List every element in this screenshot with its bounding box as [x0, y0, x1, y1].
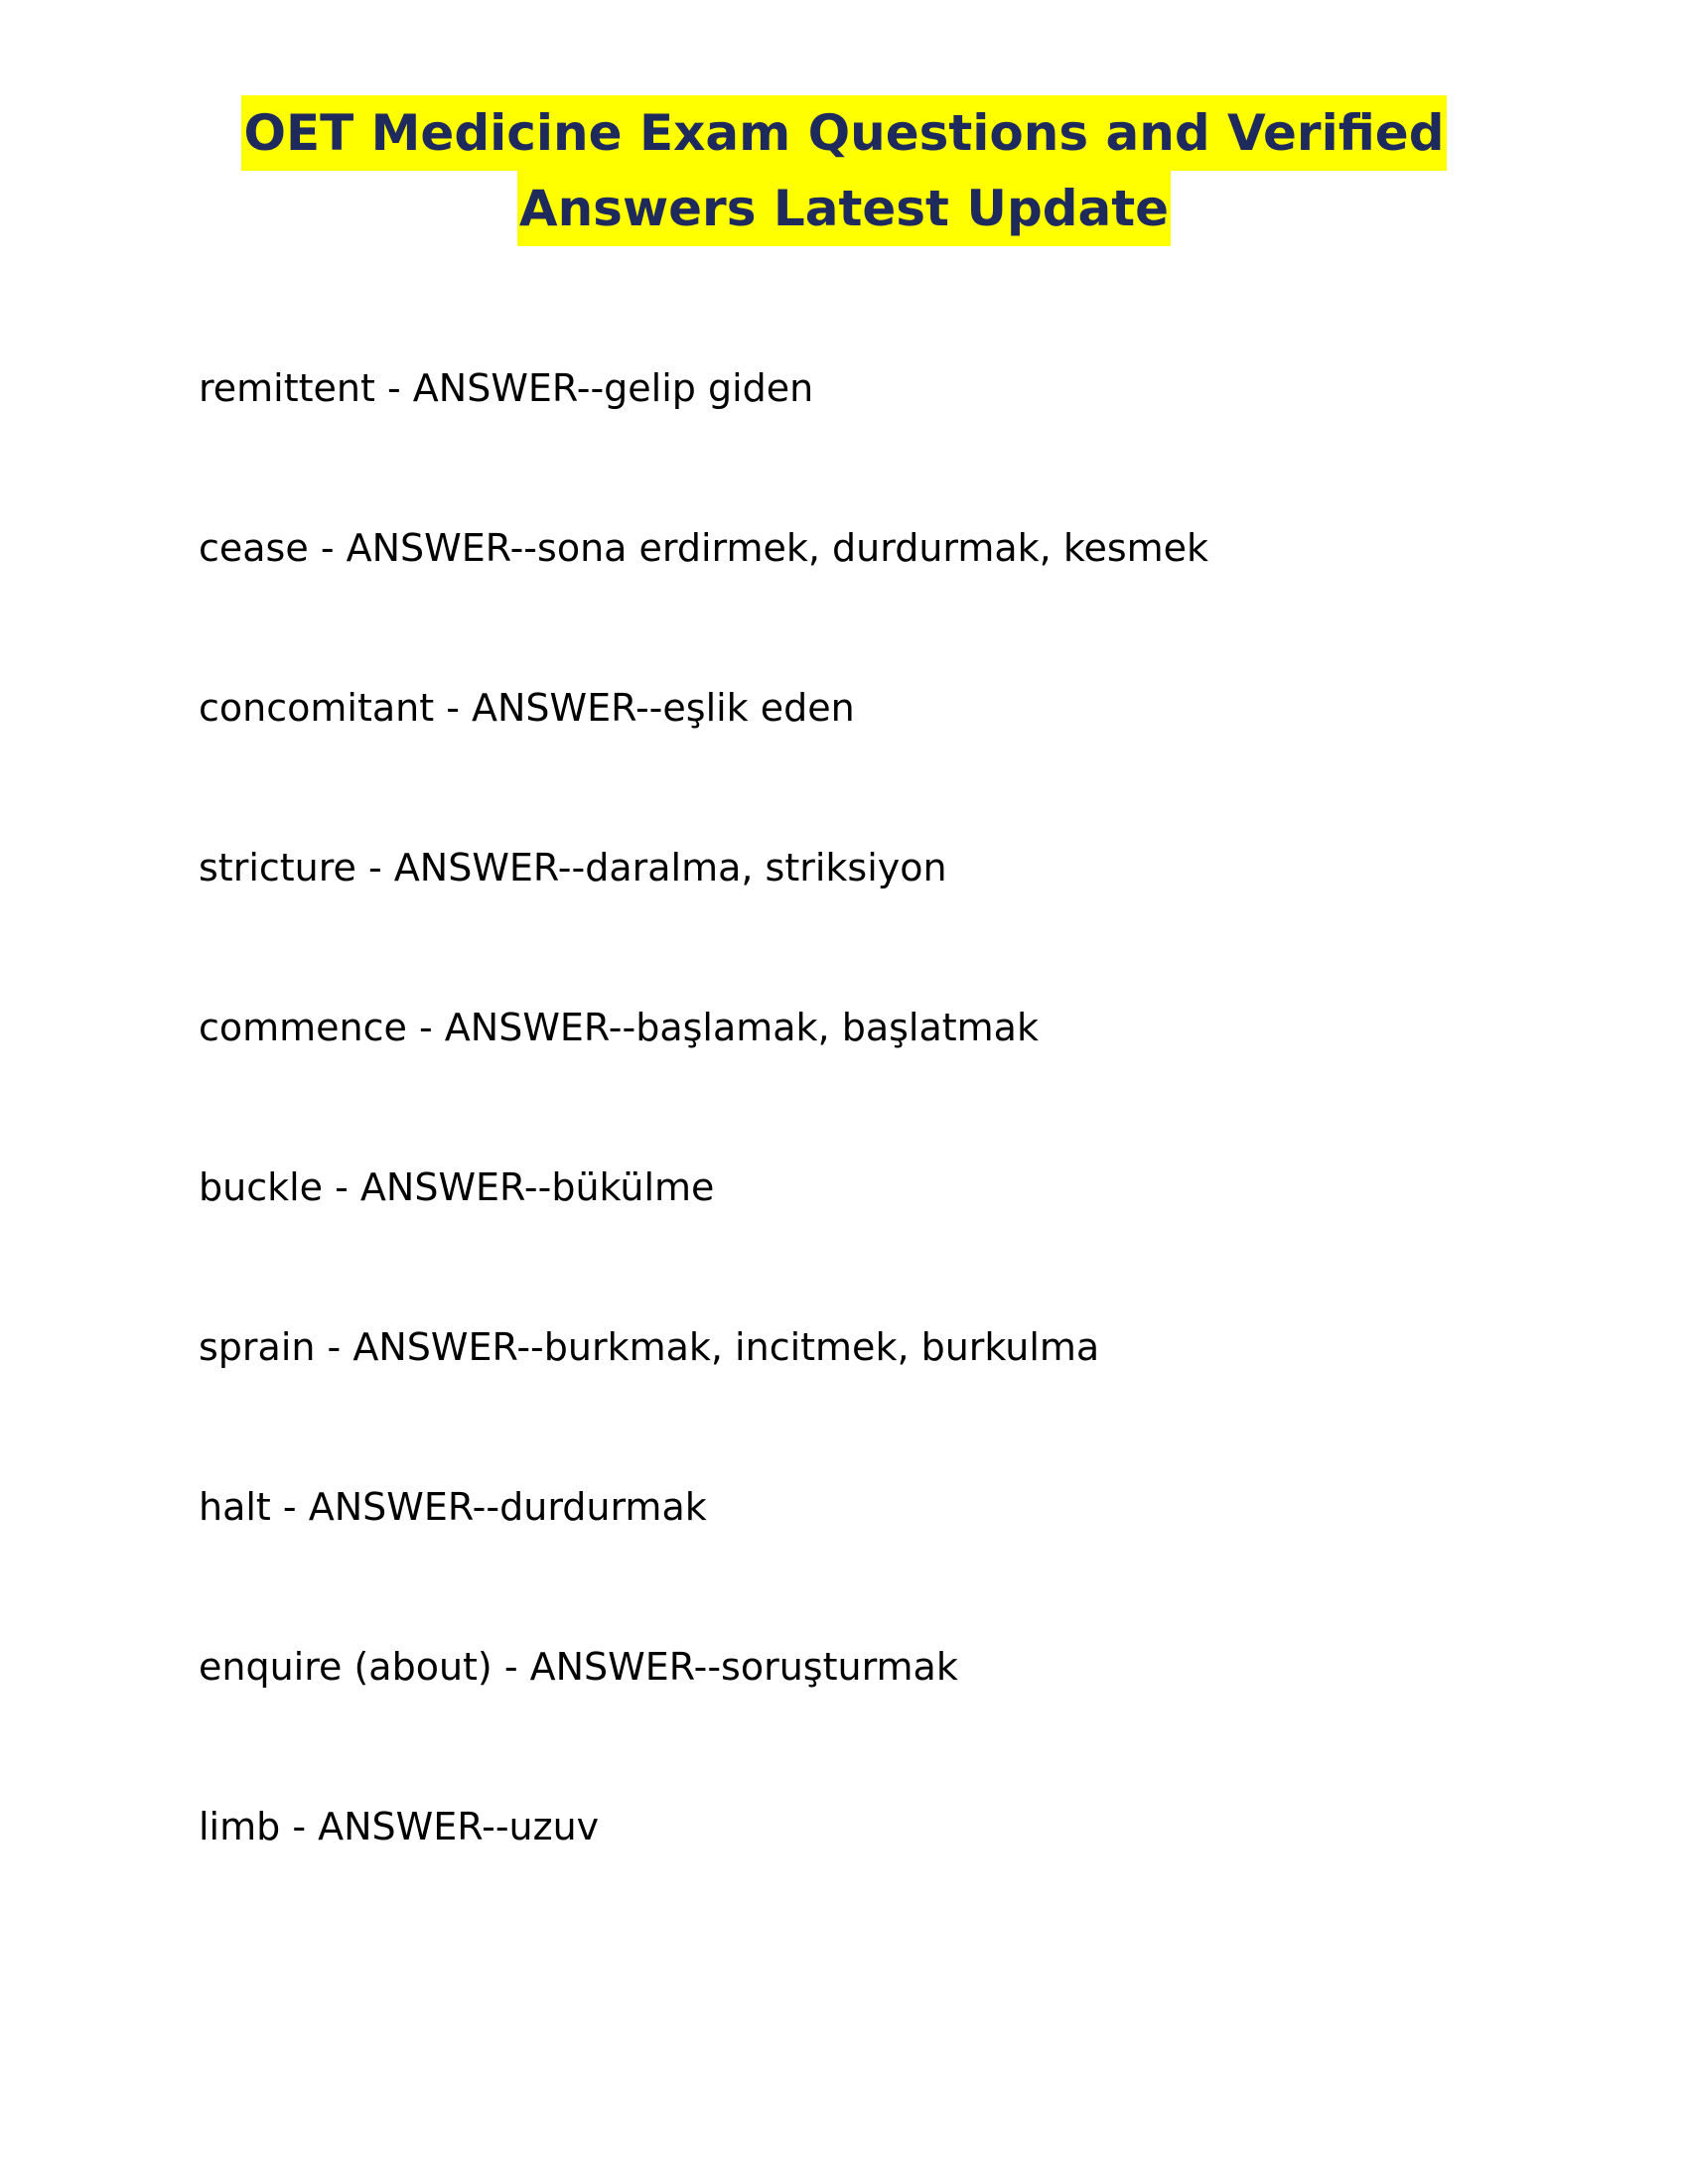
qa-item-concomitant: concomitant - ANSWER--eşlik eden [199, 686, 855, 730]
qa-item-enquire: enquire (about) - ANSWER--soruşturmak [199, 1645, 958, 1689]
qa-item-cease: cease - ANSWER--sona erdirmek, durdurmak, kesmek [199, 526, 1209, 570]
qa-item-buckle: buckle - ANSWER--bükülme [199, 1165, 715, 1209]
document-title [0, 95, 1688, 246]
qa-item-sprain: sprain - ANSWER--burkmak, incitmek, burkulma [199, 1325, 1100, 1369]
title-line-1: OET Medicine Exam Questions and Verified [241, 95, 1446, 171]
qa-item-limb: limb - ANSWER--uzuv [199, 1805, 600, 1848]
qa-item-commence: commence - ANSWER--başlamak, başlatmak [199, 1006, 1039, 1049]
qa-item-halt: halt - ANSWER--durdurmak [199, 1485, 707, 1529]
title-line-2: Answers Latest Update [517, 171, 1171, 246]
qa-item-remittent: remittent - ANSWER--gelip giden [199, 366, 814, 410]
qa-item-stricture: stricture - ANSWER--daralma, striksiyon [199, 846, 947, 889]
